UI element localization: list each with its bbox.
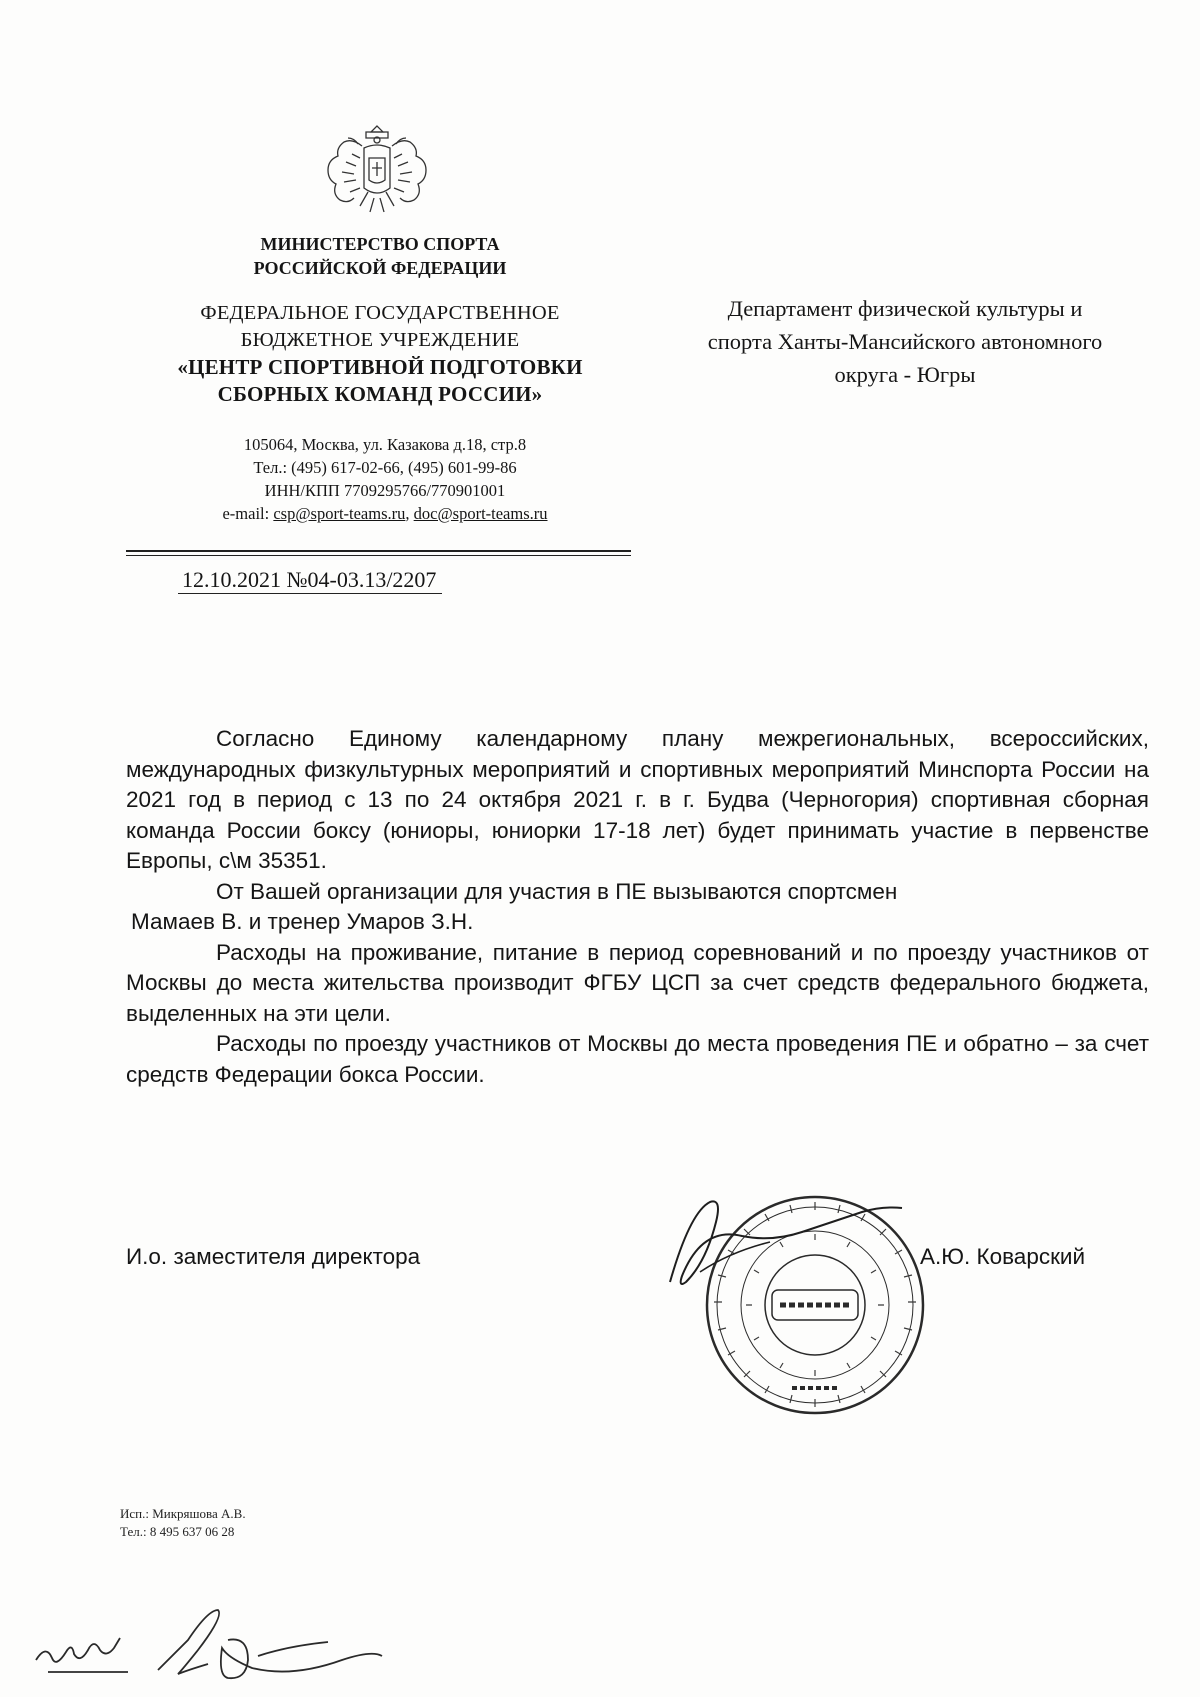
director-signature — [660, 1192, 920, 1302]
ministry-name — [150, 232, 610, 280]
org-line: БЮДЖЕТНОЕ УЧРЕЖДЕНИЕ — [240, 329, 520, 351]
letter-body — [126, 724, 1149, 1090]
body-paragraph: Расходы на проживание, питание в период соревнований и по проезду участников от Москвы до места жительства производит ФГБУ ЦСП за счет средств федерального бюджета, выделенных на эти цели. — [126, 939, 1149, 1026]
email-link-doc[interactable]: doc@sport-teams.ru — [413, 504, 548, 523]
body-paragraph: Согласно Единому календарному плану межрегиональных, всероссийских, международных физкультурных мероприятий и спортивных мероприятий Минспорта России на 2021 год в период с 13 по 24 октября 2021 г. в г. Будва (Черногория) спортивная сборная команда России боксу (юниоры, юниорки 17-18 лет) будет принимать участие в первенстве Европы, с\м 35351. — [126, 726, 1149, 873]
header-divider — [126, 550, 631, 552]
org-address: 105064, Москва, ул. Казакова д.18, стр.8 — [243, 435, 527, 454]
ministry-line: МИНИСТЕРСТВО СПОРТА — [260, 234, 500, 254]
body-paragraph: От Вашей организации для участия в ПЕ вызываются спортсмен — [216, 878, 898, 904]
org-line-bold: СБОРНЫХ КОМАНД РОССИИ» — [217, 382, 543, 406]
document-number-underline — [178, 593, 442, 594]
org-line: ФЕДЕРАЛЬНОЕ ГОСУДАРСТВЕННОЕ — [200, 302, 560, 324]
coat-of-arms-emblem — [322, 118, 432, 226]
email-label: e-mail: — [222, 504, 274, 523]
addressee-line: Департамент физической культуры и — [727, 296, 1083, 321]
addressee-line: спорта Ханты-Мансийского автономного — [707, 329, 1103, 354]
org-phone: Тел.: (495) 617-02-66, (495) 601-99-86 — [253, 458, 517, 477]
approval-signatures — [28, 1600, 428, 1690]
ministry-line: РОССИЙСКОЙ ФЕДЕРАЦИИ — [253, 258, 507, 278]
addressee-line: округа - Югры — [834, 362, 976, 387]
org-inn: ИНН/КПП 7709295766/770901001 — [264, 481, 506, 500]
document-number — [182, 566, 436, 594]
body-paragraph: Расходы по проезду участников от Москвы до места проведения ПЕ и обратно – за счет средств Федерации бокса России. — [126, 1031, 1149, 1087]
document-number-text: 12.10.2021 №04-03.13/2207 — [182, 567, 437, 592]
header-divider-thin — [126, 555, 631, 556]
organization-name — [130, 300, 630, 408]
signatory-title: И.о. заместителя директора — [126, 1244, 421, 1269]
org-contacts — [150, 433, 620, 525]
email-separator: , — [405, 504, 414, 523]
executor-info — [120, 1505, 246, 1541]
email-link-csp[interactable]: csp@sport-teams.ru — [273, 504, 406, 523]
signatory-name: А.Ю. Коварский — [920, 1244, 1086, 1269]
executor-phone: Тел.: 8 495 637 06 28 — [120, 1524, 235, 1539]
body-paragraph-continuation: Мамаев В. и тренер Умаров З.Н. — [131, 909, 474, 934]
org-email — [150, 502, 620, 525]
executor-name: Исп.: Микряшова А.В. — [120, 1506, 246, 1521]
addressee — [640, 292, 1170, 391]
org-line-bold: «ЦЕНТР СПОРТИВНОЙ ПОДГОТОВКИ — [177, 355, 583, 379]
